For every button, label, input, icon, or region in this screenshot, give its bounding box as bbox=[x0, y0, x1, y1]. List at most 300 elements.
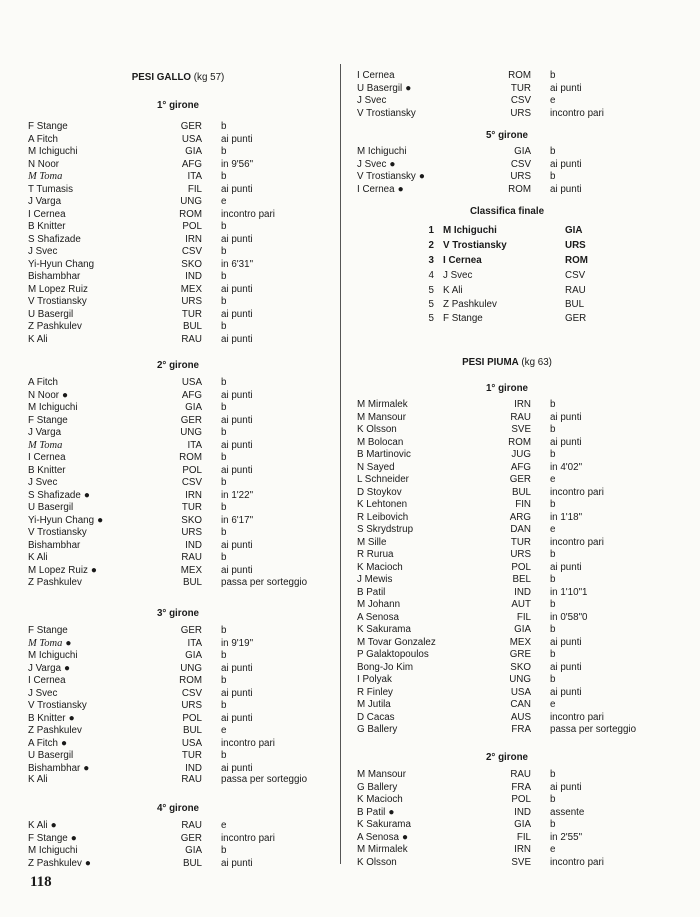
bout-pair bbox=[357, 649, 657, 674]
athlete-name bbox=[357, 487, 402, 500]
athlete-name-text: M Johann bbox=[357, 599, 401, 610]
athlete-a-line bbox=[28, 377, 328, 390]
bout-pair bbox=[28, 296, 328, 321]
athlete-a-line bbox=[28, 246, 328, 259]
athlete-a-line bbox=[357, 424, 657, 437]
athlete-b-line bbox=[28, 738, 328, 751]
athlete-b-line bbox=[28, 465, 328, 478]
athlete-name-text: R Finley bbox=[357, 686, 393, 698]
athlete-name-text: B Martinovic bbox=[357, 449, 411, 460]
athlete-b-line bbox=[28, 638, 328, 651]
result-text: b bbox=[221, 296, 227, 307]
athlete-b-line bbox=[357, 462, 657, 475]
result-text: b bbox=[221, 750, 227, 761]
athlete-a-line bbox=[28, 296, 328, 309]
athlete-b-line bbox=[28, 334, 328, 347]
athlete-b-line bbox=[28, 259, 328, 272]
athlete-name-text: M Ichiguchi bbox=[28, 146, 78, 157]
result-text: ai punti bbox=[221, 389, 253, 401]
athlete-name-text: V Trostiansky bbox=[28, 296, 87, 307]
athlete-name bbox=[28, 415, 68, 428]
result-text: ai punti bbox=[550, 636, 582, 648]
athlete-a-line bbox=[28, 552, 328, 565]
country-code: ROM bbox=[508, 436, 531, 448]
athlete-name: I Cernea bbox=[443, 255, 482, 266]
category-weight: (kg 57) bbox=[191, 72, 225, 83]
result-text: in 1'22" bbox=[221, 489, 254, 501]
country-code: GER bbox=[180, 625, 202, 636]
bout-pair bbox=[357, 599, 657, 624]
ranking-position: 3 bbox=[428, 255, 434, 266]
country-code: UNG bbox=[509, 674, 531, 685]
athlete-b-line bbox=[28, 209, 328, 222]
result-text: b bbox=[221, 552, 227, 563]
result-text: ai punti bbox=[221, 712, 253, 724]
athlete-name-text: I Polyak bbox=[357, 674, 392, 685]
country-code: CSV bbox=[565, 270, 586, 281]
athlete-name bbox=[28, 246, 57, 259]
result-text: ai punti bbox=[550, 686, 582, 698]
athlete-name bbox=[357, 449, 411, 462]
country-code: GER bbox=[180, 832, 202, 844]
eliminated-dot-icon: ● bbox=[70, 832, 77, 844]
country-code: TUR bbox=[181, 502, 202, 513]
country-code: GER bbox=[565, 313, 587, 324]
bout-pair bbox=[357, 449, 657, 474]
category-heading-piuma bbox=[357, 357, 657, 370]
result-text: b bbox=[550, 599, 556, 610]
country-code: IND bbox=[185, 539, 202, 551]
country-code: ROM bbox=[179, 675, 202, 686]
country-code: BUL bbox=[565, 299, 585, 310]
athlete-name-text: I Cernea bbox=[28, 675, 66, 686]
result-text: b bbox=[221, 625, 227, 636]
athlete-name-text: M Lopez Ruiz bbox=[28, 564, 88, 576]
country-code: FIN bbox=[515, 499, 531, 510]
result-text: in 1'18" bbox=[550, 511, 583, 523]
country-code: SVE bbox=[511, 424, 531, 435]
athlete-b-line bbox=[28, 415, 328, 428]
ranking-row bbox=[357, 270, 657, 284]
country-code: ARG bbox=[509, 511, 531, 523]
athlete-name-text: Bishambhar bbox=[28, 539, 81, 551]
athlete-name-text: M Lopez Ruiz bbox=[28, 283, 88, 295]
bout-pair bbox=[357, 474, 657, 499]
athlete-name-text: L Schneider bbox=[357, 474, 409, 485]
athlete-name-text: M Tovar Gonzalez bbox=[357, 636, 436, 648]
athlete-name bbox=[28, 552, 48, 565]
athlete-name bbox=[357, 612, 399, 625]
athlete-b-line bbox=[357, 412, 657, 425]
result-text: b bbox=[550, 499, 556, 510]
athlete-name-text: M Jutila bbox=[357, 699, 391, 710]
athlete-name bbox=[357, 674, 392, 687]
round-title: 1° girone bbox=[156, 100, 200, 111]
bout-pair bbox=[357, 524, 657, 549]
athlete-name-text: V Trostiansky bbox=[28, 527, 87, 538]
athlete-name bbox=[357, 662, 413, 675]
athlete-name bbox=[28, 738, 67, 751]
athlete-a-line bbox=[28, 427, 328, 440]
athlete-a-line bbox=[357, 599, 657, 612]
result-text: ai punti bbox=[221, 333, 253, 345]
athlete-name bbox=[357, 399, 408, 412]
result-text: ai punti bbox=[550, 158, 582, 170]
result-text: b bbox=[550, 624, 556, 635]
athlete-name bbox=[357, 782, 397, 795]
country-code: CSV bbox=[181, 477, 202, 488]
athlete-a-line bbox=[28, 402, 328, 415]
athlete-name-text: M Bolocan bbox=[357, 436, 404, 448]
country-code: GIA bbox=[514, 146, 531, 157]
country-code: SVE bbox=[511, 856, 531, 868]
athlete-name-text: S Skrydstrup bbox=[357, 524, 414, 535]
athlete-name bbox=[28, 159, 59, 172]
athlete-b-line bbox=[28, 515, 328, 528]
athlete-name bbox=[28, 625, 68, 638]
ranking-position: 1 bbox=[428, 225, 434, 236]
athlete-name bbox=[357, 146, 407, 159]
bout-pair bbox=[357, 399, 657, 424]
athlete-b-line bbox=[357, 662, 657, 675]
athlete-name-text: K Macioch bbox=[357, 561, 403, 573]
athlete-a-line bbox=[357, 549, 657, 562]
result-text: passa per sorteggio bbox=[221, 577, 308, 588]
bout-pair bbox=[28, 146, 328, 171]
category-name: PESI PIUMA bbox=[462, 357, 519, 368]
country-code: POL bbox=[511, 561, 531, 573]
bout-pair bbox=[28, 527, 328, 552]
result-text: b bbox=[550, 794, 556, 805]
athlete-name bbox=[357, 649, 429, 662]
result-text: ai punti bbox=[221, 464, 253, 476]
athlete-name-text: Yi-Hyun Chang bbox=[28, 514, 95, 526]
athlete-a-line bbox=[357, 95, 657, 108]
athlete-name-text: J Varga bbox=[28, 196, 62, 207]
result-text: b bbox=[221, 121, 227, 132]
bout-pair bbox=[357, 699, 657, 724]
ranking-position: 5 bbox=[428, 313, 434, 324]
result-text: b bbox=[550, 399, 556, 410]
country-code: ROM bbox=[179, 208, 202, 220]
athlete-name bbox=[357, 807, 394, 820]
country-code: GIA bbox=[514, 624, 531, 635]
athlete-a-line bbox=[28, 196, 328, 209]
athlete-name-text: B Knitter bbox=[28, 221, 66, 232]
country-code: UNG bbox=[180, 662, 202, 674]
athlete-name bbox=[357, 574, 392, 587]
country-code: BUL bbox=[511, 486, 531, 498]
athlete-a-line bbox=[28, 271, 328, 284]
athlete-b-line bbox=[357, 83, 657, 96]
result-text: incontro pari bbox=[550, 486, 604, 498]
bout-pair bbox=[28, 774, 328, 787]
athlete-name bbox=[28, 638, 71, 651]
country-code: ITA bbox=[187, 637, 202, 649]
athlete-name-text: J Svec bbox=[357, 158, 387, 170]
ranking-row bbox=[357, 255, 657, 269]
country-code: UNG bbox=[180, 427, 202, 438]
bout-pair bbox=[357, 70, 657, 95]
athlete-name bbox=[28, 334, 48, 347]
athlete-name-text: Bishambhar bbox=[28, 762, 81, 774]
athlete-name-text: J Mewis bbox=[357, 574, 393, 585]
athlete-a-line bbox=[357, 171, 657, 184]
athlete-name: F Stange bbox=[443, 313, 483, 324]
country-code: POL bbox=[182, 464, 202, 476]
bout-pair bbox=[28, 221, 328, 246]
athlete-a-line bbox=[28, 477, 328, 490]
bout-pair bbox=[357, 95, 657, 120]
athlete-name: Z Pashkulev bbox=[443, 299, 497, 310]
athlete-b-line bbox=[357, 108, 657, 121]
athlete-b-line bbox=[28, 833, 328, 846]
athlete-name bbox=[28, 774, 48, 787]
athlete-a-line bbox=[357, 499, 657, 512]
athlete-name bbox=[28, 515, 103, 528]
athlete-name-text: I Cernea bbox=[357, 183, 395, 195]
country-code: URS bbox=[510, 549, 531, 560]
country-code: BEL bbox=[512, 574, 531, 585]
bout-pair bbox=[28, 477, 328, 502]
athlete-name bbox=[28, 321, 82, 334]
result-text: incontro pari bbox=[221, 208, 275, 220]
athlete-b-line bbox=[357, 687, 657, 700]
country-code: USA bbox=[181, 133, 202, 145]
country-code: TUR bbox=[510, 536, 531, 548]
athlete-a-line bbox=[357, 524, 657, 537]
country-code: IRN bbox=[185, 489, 202, 501]
result-text: ai punti bbox=[221, 762, 253, 774]
athlete-b-line bbox=[357, 512, 657, 525]
result-text: b bbox=[221, 321, 227, 332]
athlete-a-line bbox=[28, 502, 328, 515]
bout-pair bbox=[28, 625, 328, 650]
ranking-position: 5 bbox=[428, 285, 434, 296]
country-code: RAU bbox=[181, 552, 202, 563]
athlete-name bbox=[357, 499, 407, 512]
athlete-name-text: A Fitch bbox=[28, 133, 58, 145]
athlete-name bbox=[357, 108, 416, 121]
eliminated-dot-icon: ● bbox=[401, 831, 408, 843]
athlete-name-text: M Toma bbox=[28, 439, 63, 451]
country-code: USA bbox=[510, 686, 531, 698]
athlete-name-text: K Olsson bbox=[357, 424, 397, 435]
country-code: RAU bbox=[181, 820, 202, 831]
athlete-name bbox=[28, 221, 66, 234]
athlete-b-line bbox=[28, 565, 328, 578]
athlete-a-line bbox=[28, 650, 328, 663]
country-code: POL bbox=[511, 794, 531, 805]
athlete-name-text: A Senosa bbox=[357, 831, 399, 843]
result-text: b bbox=[221, 527, 227, 538]
result-text: b bbox=[221, 477, 227, 488]
country-code: ITA bbox=[187, 171, 202, 182]
country-code: FIL bbox=[516, 611, 531, 623]
athlete-a-line bbox=[28, 321, 328, 334]
athlete-name-text: M Ichiguchi bbox=[28, 845, 78, 856]
result-text: in 6'17" bbox=[221, 514, 254, 526]
country-code: POL bbox=[182, 221, 202, 232]
country-code: IRN bbox=[514, 844, 531, 855]
athlete-a-line bbox=[28, 121, 328, 134]
country-code: BUL bbox=[182, 577, 202, 588]
round-title: 4° girone bbox=[156, 803, 200, 814]
country-code: IND bbox=[185, 762, 202, 774]
athlete-name-text: V Trostiansky bbox=[28, 700, 87, 711]
bout-pair bbox=[28, 650, 328, 675]
athlete-name bbox=[28, 688, 57, 701]
country-code: GIA bbox=[185, 845, 202, 856]
athlete-name bbox=[28, 184, 73, 197]
athlete-name bbox=[357, 549, 393, 562]
result-text: ai punti bbox=[221, 308, 253, 320]
country-code: USA bbox=[181, 737, 202, 749]
eliminated-dot-icon: ● bbox=[90, 564, 97, 576]
country-code: URS bbox=[510, 171, 531, 182]
athlete-name bbox=[357, 562, 403, 575]
eliminated-dot-icon: ● bbox=[64, 662, 71, 674]
bout-pair bbox=[28, 321, 328, 346]
result-text: b bbox=[221, 452, 227, 463]
athlete-name bbox=[28, 452, 66, 465]
athlete-name-text: U Basergil bbox=[28, 750, 74, 761]
result-text: ai punti bbox=[221, 662, 253, 674]
athlete-b-line bbox=[28, 490, 328, 503]
athlete-a-line bbox=[357, 449, 657, 462]
bout-pair bbox=[28, 700, 328, 725]
result-text: incontro pari bbox=[550, 711, 604, 723]
eliminated-dot-icon: ● bbox=[60, 737, 67, 749]
country-code: CSV bbox=[181, 687, 202, 699]
ranking-position: 5 bbox=[428, 299, 434, 310]
athlete-name-text: Yi-Hyun Chang bbox=[28, 258, 95, 270]
athlete-name bbox=[28, 663, 70, 676]
country-code: IND bbox=[514, 806, 531, 818]
athlete-name-text: M Mansour bbox=[357, 769, 406, 780]
athlete-b-line bbox=[357, 782, 657, 795]
athlete-name bbox=[357, 184, 404, 197]
bout-pair bbox=[357, 724, 657, 737]
athlete-b-line bbox=[357, 159, 657, 172]
athlete-name bbox=[28, 577, 82, 590]
result-text: ai punti bbox=[550, 561, 582, 573]
athlete-name bbox=[28, 650, 78, 663]
athlete-name-text: R Leibovich bbox=[357, 511, 409, 523]
result-text: b bbox=[550, 649, 556, 660]
result-text: ai punti bbox=[221, 564, 253, 576]
result-text: in 0'58"0 bbox=[550, 611, 588, 623]
athlete-name-text: V Trostiansky bbox=[357, 107, 416, 119]
athlete-name-text: F Stange bbox=[28, 414, 68, 426]
result-text: e bbox=[221, 196, 227, 207]
bout-pair bbox=[28, 750, 328, 775]
page-number: 118 bbox=[30, 874, 52, 890]
athlete-name-text: A Fitch bbox=[28, 737, 58, 749]
result-text: b bbox=[221, 845, 227, 856]
athlete-a-line bbox=[28, 820, 328, 833]
country-code: JUG bbox=[511, 449, 531, 460]
athlete-a-line bbox=[28, 221, 328, 234]
athlete-name-text: J Svec bbox=[357, 95, 387, 106]
bout-pair bbox=[28, 427, 328, 452]
result-text: in 6'31" bbox=[221, 258, 254, 270]
country-code: TUR bbox=[510, 82, 531, 94]
result-text: b bbox=[550, 70, 556, 81]
athlete-a-line bbox=[28, 146, 328, 159]
eliminated-dot-icon: ● bbox=[83, 762, 90, 774]
country-code: GER bbox=[180, 121, 202, 132]
result-text: b bbox=[221, 700, 227, 711]
athlete-name bbox=[28, 490, 90, 503]
athlete-name-text: J Svec bbox=[28, 477, 58, 488]
athlete-name-text: A Senosa bbox=[357, 611, 399, 623]
athlete-name bbox=[28, 845, 78, 858]
athlete-name bbox=[28, 440, 62, 453]
country-code: FIL bbox=[516, 831, 531, 843]
athlete-b-line bbox=[28, 134, 328, 147]
athlete-name-text: Z Pashkulev bbox=[28, 857, 82, 869]
result-text: assente bbox=[550, 806, 585, 818]
athlete-name bbox=[357, 537, 386, 550]
ranking-row bbox=[357, 313, 657, 327]
athlete-name bbox=[28, 134, 58, 147]
country-code: ROM bbox=[179, 452, 202, 463]
athlete-a-line bbox=[357, 474, 657, 487]
athlete-b-line bbox=[28, 184, 328, 197]
athlete-name-text: T Tumasis bbox=[28, 183, 74, 195]
eliminated-dot-icon: ● bbox=[388, 806, 395, 818]
athlete-name-text: K Sakurama bbox=[357, 819, 411, 830]
athlete-name bbox=[357, 599, 400, 612]
country-code: GIA bbox=[185, 146, 202, 157]
bout-pair bbox=[28, 502, 328, 527]
athlete-name-text: M Toma bbox=[28, 637, 63, 649]
eliminated-dot-icon: ● bbox=[397, 183, 404, 195]
bout-pair bbox=[357, 819, 657, 844]
athlete-name bbox=[28, 750, 73, 763]
athlete-name-text: B Patil bbox=[357, 586, 386, 598]
athlete-name-text: B Knitter bbox=[28, 712, 66, 724]
athlete-b-line bbox=[357, 437, 657, 450]
athlete-name-text: M Ichiguchi bbox=[357, 146, 407, 157]
column-divider bbox=[340, 64, 341, 864]
country-code: RAU bbox=[565, 285, 586, 296]
athlete-name-text: N Noor bbox=[28, 158, 60, 170]
athlete-name bbox=[28, 377, 58, 390]
result-text: ai punti bbox=[221, 283, 253, 295]
ranking-row bbox=[357, 225, 657, 239]
result-text: e bbox=[221, 725, 227, 736]
bout-pair bbox=[357, 794, 657, 819]
bout-pair bbox=[28, 725, 328, 750]
athlete-name-text: P Galaktopoulos bbox=[357, 649, 429, 660]
athlete-name bbox=[357, 637, 436, 650]
result-text: in 9'19" bbox=[221, 637, 254, 649]
result-text: ai punti bbox=[221, 539, 253, 551]
athlete-name-text: Z Pashkulev bbox=[28, 321, 82, 332]
athlete-name bbox=[357, 624, 411, 637]
athlete-bye-line bbox=[28, 774, 328, 787]
round-title: 5° girone bbox=[485, 130, 529, 141]
result-text: b bbox=[550, 819, 556, 830]
category-weight: (kg 63) bbox=[518, 357, 552, 368]
athlete-name bbox=[28, 309, 73, 322]
country-code: IRN bbox=[185, 233, 202, 245]
country-code: UNG bbox=[180, 196, 202, 207]
athlete-a-line bbox=[357, 769, 657, 782]
athlete-name bbox=[28, 713, 75, 726]
